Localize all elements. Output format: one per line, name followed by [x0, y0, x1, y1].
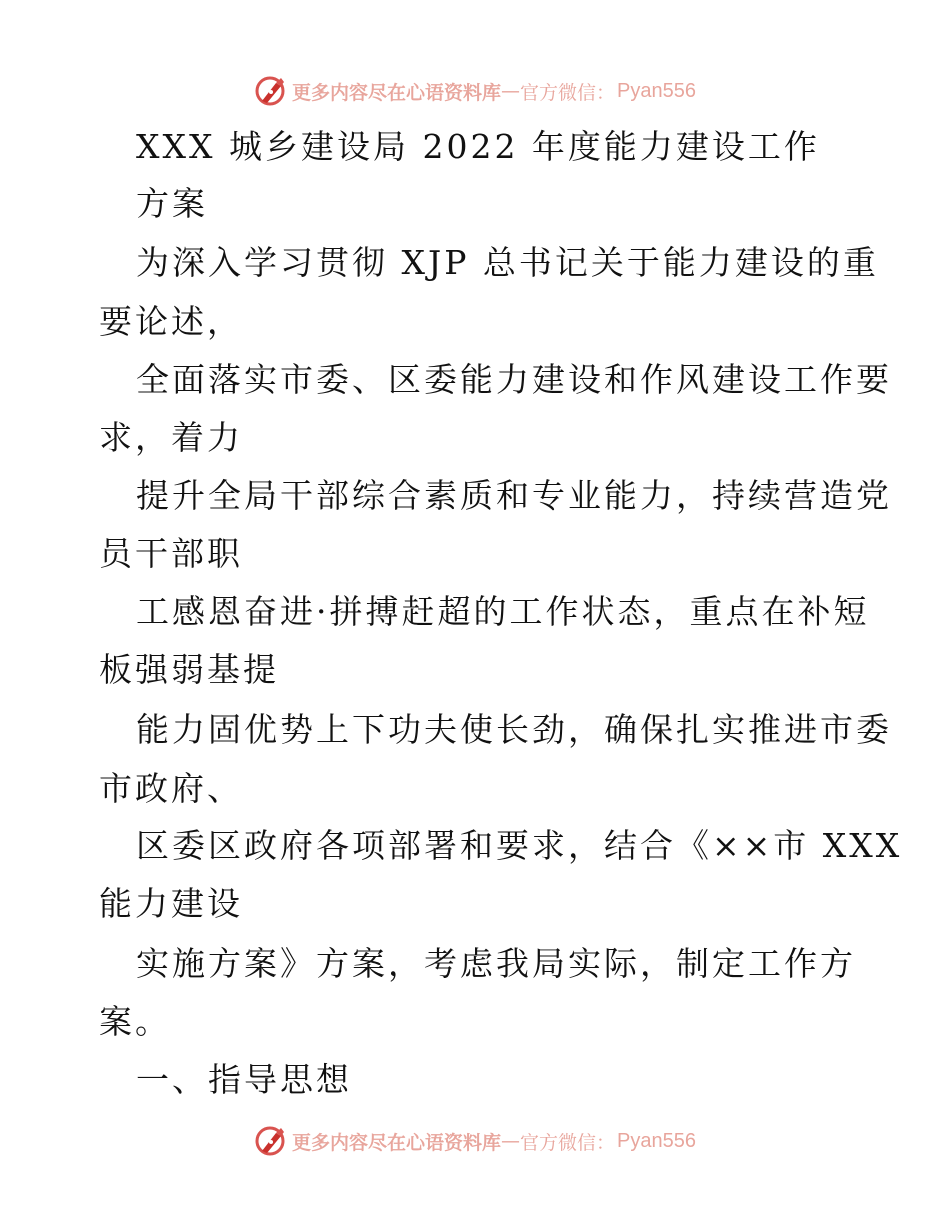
- document-title-line-2: 方案: [136, 184, 208, 223]
- paragraph-line: 案。: [99, 1002, 171, 1041]
- watermark-wechat-id: Pyan556: [617, 1129, 696, 1152]
- watermark-wechat-label: 官方微信：: [520, 81, 616, 104]
- paragraph-line: 要论述，: [99, 302, 243, 341]
- paragraph-line: 求，着力: [99, 418, 243, 457]
- paragraph-line: 能力固优势上下功夫使长劲，确保扎实推进市委: [136, 710, 892, 749]
- footer-watermark: [0, 1121, 950, 1161]
- watermark-wechat-label: 官方微信：: [520, 1131, 616, 1154]
- watermark-site-text: 更多内容尽在心语资料库: [292, 1131, 502, 1154]
- paragraph-line: 板强弱基提: [99, 650, 279, 689]
- pen-nib-logo-icon: [254, 1124, 288, 1158]
- paragraph-line: 工感恩奋进·拼搏赶超的工作状态，重点在补短: [136, 592, 870, 631]
- paragraph-line: 员干部职: [99, 534, 243, 573]
- paragraph-line: 区委区政府各项部署和要求，结合《××市 XXX: [136, 826, 903, 865]
- paragraph-line: 为深入学习贯彻 XJP 总书记关于能力建设的重: [136, 243, 879, 282]
- paragraph-line: 提升全局干部综合素质和专业能力，持续营造党: [136, 476, 892, 515]
- header-watermark: [0, 71, 950, 111]
- paragraph-line: 能力建设: [99, 884, 243, 923]
- watermark-dash: —: [501, 80, 521, 102]
- watermark-wechat-id: Pyan556: [617, 79, 696, 102]
- watermark-site-text: 更多内容尽在心语资料库: [292, 81, 502, 104]
- section-heading: 一、指导思想: [136, 1060, 352, 1099]
- paragraph-line: 市政府、: [99, 769, 243, 808]
- document-title-line-1: XXX 城乡建设局 2022 年度能力建设工作: [136, 127, 820, 166]
- watermark-dash: —: [501, 1130, 521, 1152]
- paragraph-line: 实施方案》方案，考虑我局实际，制定工作方: [136, 944, 856, 983]
- pen-nib-logo-icon: [254, 74, 288, 108]
- paragraph-line: 全面落实市委、区委能力建设和作风建设工作要: [136, 360, 892, 399]
